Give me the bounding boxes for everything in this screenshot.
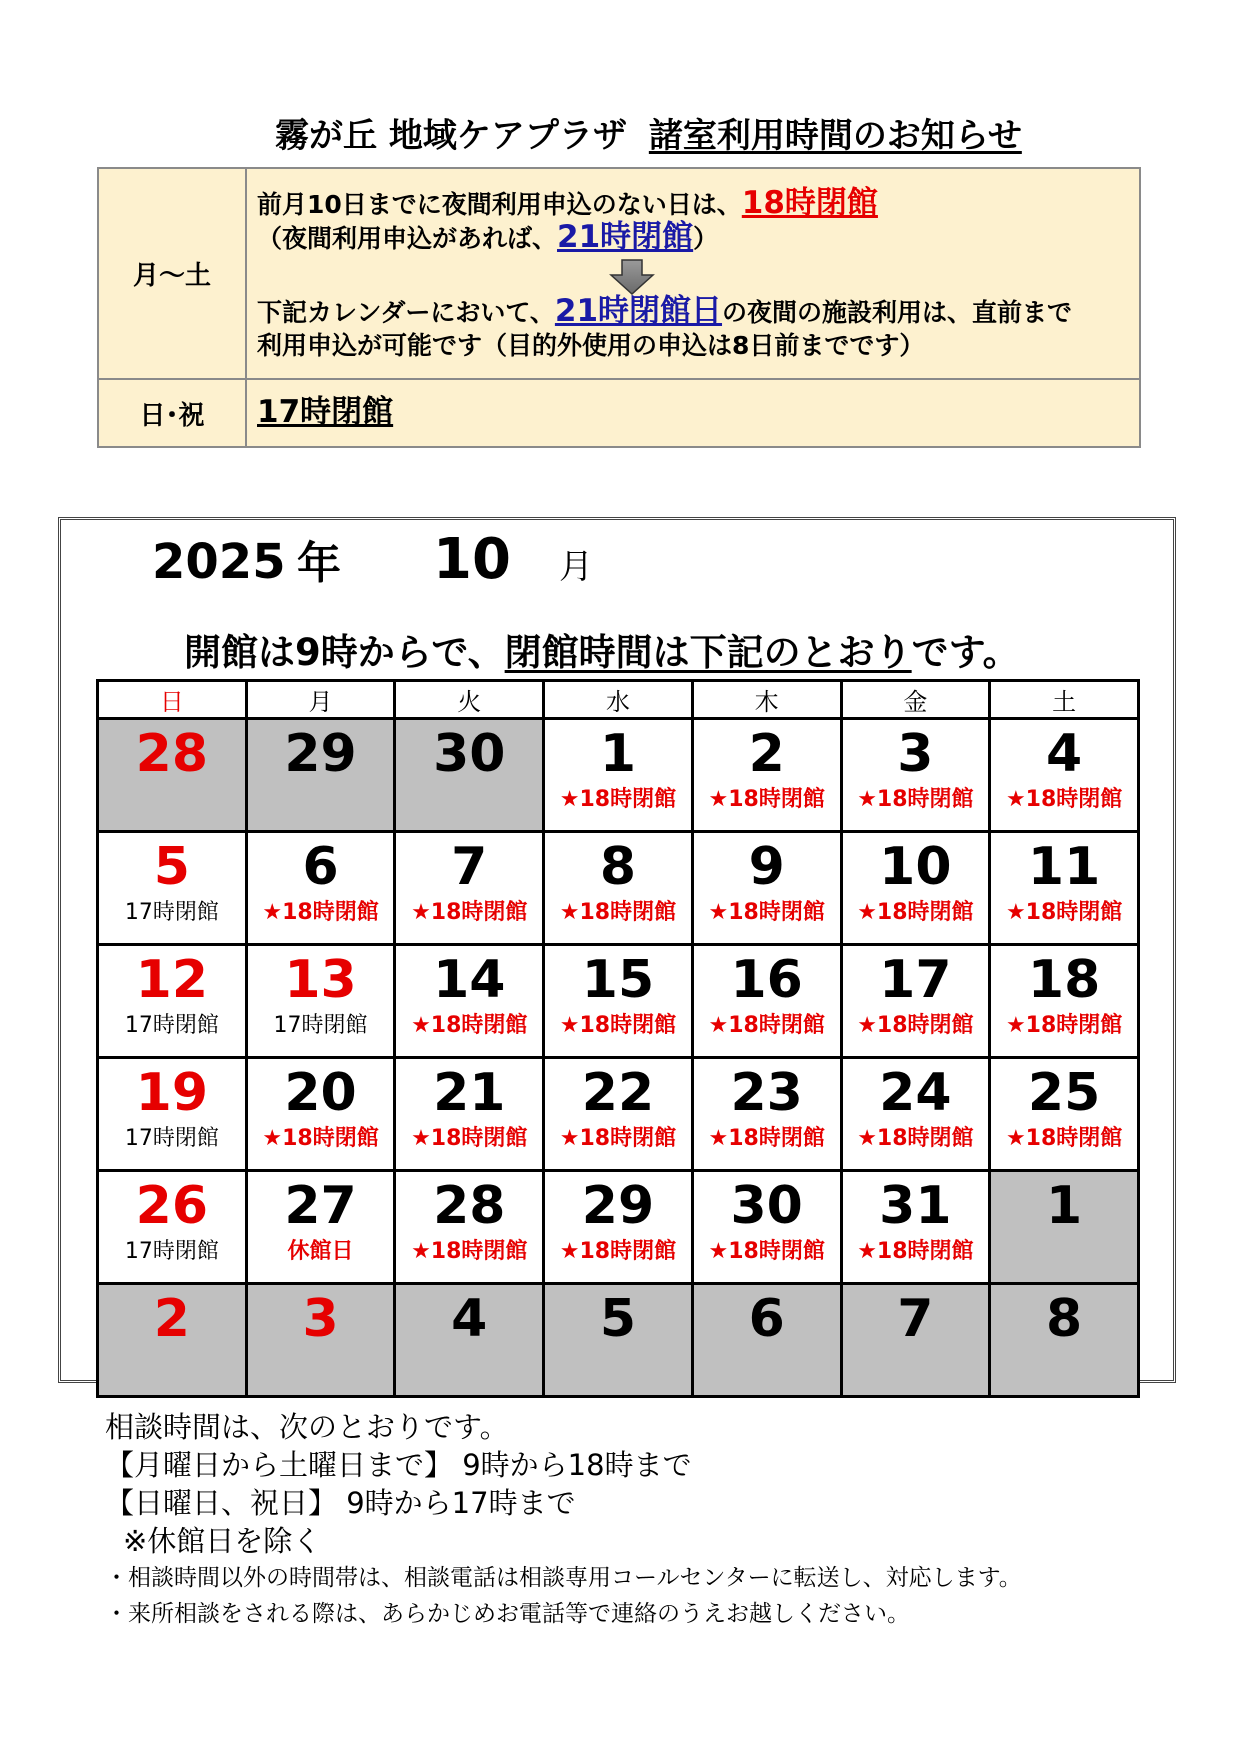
- calendar-day-cell: [395, 1058, 544, 1171]
- closing-time-label: 17時閉館: [124, 1126, 219, 1151]
- day-number: 30: [730, 1176, 803, 1236]
- closing-21-day-emphasis: 21時閉館日: [554, 293, 723, 329]
- calendar-day-cell: [544, 832, 693, 945]
- closing-time-label: ★18時閉館: [411, 900, 528, 925]
- consult-note-callcenter: ・相談時間以外の時間帯は、相談電話は相談専用コールセンターに転送し、対応します。: [105, 1565, 1022, 1591]
- closing-time-label: ★18時閉館: [708, 900, 825, 925]
- calendar-day-cell: [692, 945, 841, 1058]
- day-number: 6: [302, 837, 339, 897]
- weekday-thu: 木: [692, 681, 841, 719]
- closing-time-label: ★18時閉館: [1005, 787, 1123, 812]
- day-number: 5: [599, 1289, 637, 1349]
- day-number: 14: [433, 950, 506, 1010]
- weekday-label: 月～土: [98, 168, 246, 379]
- weekday-fri: 金: [841, 681, 990, 719]
- note-underlined: 閉館時間は下記のとおり: [504, 631, 912, 674]
- calendar-body: [98, 719, 1139, 1397]
- day-number: 2: [748, 724, 785, 784]
- calendar-day-cell: [544, 945, 693, 1058]
- calendar-day-cell: [990, 719, 1139, 832]
- day-number: 3: [897, 724, 934, 784]
- calendar-week-row: [98, 1284, 1139, 1397]
- day-number: 23: [730, 1063, 803, 1123]
- day-number: 28: [135, 724, 209, 784]
- day-number: 19: [135, 1063, 209, 1123]
- day-number: 3: [302, 1289, 339, 1349]
- closing-time-label: ★18時閉館: [559, 900, 677, 925]
- closing-time-label: ★18時閉館: [708, 1013, 825, 1038]
- calendar-day-cell: [395, 1171, 544, 1284]
- calendar-week-row: [98, 1171, 1139, 1284]
- calendar-day-cell: [246, 1171, 395, 1284]
- calendar-year-month: [152, 527, 593, 592]
- day-number: 20: [284, 1063, 357, 1123]
- calendar-week-row: [98, 1058, 1139, 1171]
- calendar-week-row: [98, 719, 1139, 832]
- closing-time-label: ★18時閉館: [857, 1013, 974, 1038]
- weekday-sun: 日: [98, 681, 247, 719]
- month-unit: 月: [558, 547, 593, 587]
- day-number: 1: [1046, 1176, 1083, 1236]
- calendar-day-cell: [990, 1058, 1139, 1171]
- calendar-day-cell: [395, 719, 544, 832]
- day-number: 31: [879, 1176, 952, 1236]
- calendar-day-cell: [98, 1284, 247, 1397]
- closing-time-label: ★18時閉館: [857, 1239, 974, 1264]
- title-facility: 霧が丘 地域ケアプラザ: [275, 116, 627, 156]
- weekday-hours-row: [98, 168, 1140, 379]
- calendar-day-cell: [98, 1058, 247, 1171]
- calendar-day-cell: [246, 1058, 395, 1171]
- day-number: 30: [433, 724, 506, 784]
- day-number: 4: [1046, 724, 1083, 784]
- closing-time-label: ★18時閉館: [857, 787, 974, 812]
- calendar-day-cell: [544, 719, 693, 832]
- calendar-day-cell: [544, 1058, 693, 1171]
- day-number: 10: [879, 837, 952, 897]
- holiday-hours-cell: [246, 379, 1140, 447]
- closing-time-label: 17時閉館: [124, 1013, 219, 1038]
- closing-time-label: ★18時閉館: [1005, 1126, 1123, 1151]
- day-number: 12: [135, 950, 209, 1010]
- calendar-day-cell: [841, 945, 990, 1058]
- day-number: 6: [748, 1289, 785, 1349]
- calendar-day-cell: [841, 1284, 990, 1397]
- calendar-day-cell: [692, 719, 841, 832]
- calendar-month: 10: [433, 527, 511, 592]
- hours-line2-close: ）: [693, 224, 719, 253]
- holiday-hours-row: [98, 379, 1140, 447]
- day-number: 22: [581, 1063, 655, 1123]
- closing-time-label: ★18時閉館: [411, 1239, 528, 1264]
- day-number: 13: [284, 950, 357, 1010]
- calendar-day-cell: [841, 1171, 990, 1284]
- hours-line4-text: 利用申込が可能です（目的外使用の申込は8日前までです）: [257, 331, 925, 360]
- calendar-day-cell: [544, 1171, 693, 1284]
- day-number: 26: [135, 1176, 209, 1236]
- day-number: 1: [599, 724, 637, 784]
- consult-weekday-hours: 【月曜日から土曜日まで】 9時から18時まで: [105, 1448, 692, 1482]
- day-number: 29: [581, 1176, 655, 1236]
- calendar-day-cell: [98, 1171, 247, 1284]
- day-number: 7: [897, 1289, 934, 1349]
- day-number: 8: [1046, 1289, 1083, 1349]
- holiday-label: 日･祝: [98, 379, 246, 447]
- day-number: 16: [730, 950, 803, 1010]
- note-post: です。: [911, 631, 1020, 674]
- closing-time-label: 17時閉館: [273, 1013, 368, 1038]
- closing-time-label: ★18時閉館: [559, 1013, 677, 1038]
- calendar-day-cell: [246, 832, 395, 945]
- day-number: 18: [1027, 950, 1101, 1010]
- closing-time-label: ★18時閉館: [559, 1126, 677, 1151]
- calendar-day-cell: [692, 1058, 841, 1171]
- hours-line2-text: （夜間利用申込があれば、: [257, 224, 558, 253]
- calendar-year: 2025: [152, 534, 286, 590]
- consult-intro: 相談時間は、次のとおりです。: [105, 1410, 509, 1444]
- page-title: [275, 108, 1022, 157]
- calendar-day-cell: [990, 1284, 1139, 1397]
- weekday-sat: 土: [990, 681, 1139, 719]
- calendar-day-cell: [98, 832, 247, 945]
- day-number: 5: [153, 837, 190, 897]
- hours-line1-text: 前月10日までに夜間利用申込のない日は、: [257, 190, 742, 219]
- weekday-hours-text: [246, 168, 1140, 379]
- day-number: 15: [581, 950, 655, 1010]
- day-number: 11: [1027, 837, 1101, 897]
- calendar-day-cell: [98, 719, 247, 832]
- month-calendar: [96, 679, 1140, 1398]
- consult-exclusion: ※休館日を除く: [123, 1524, 322, 1558]
- calendar-day-cell: [395, 832, 544, 945]
- calendar-day-cell: [246, 719, 395, 832]
- closing-time-label: ★18時閉館: [262, 900, 379, 925]
- calendar-day-cell: [692, 832, 841, 945]
- consult-holiday-hours: 【日曜日、祝日】 9時から17時まで: [105, 1486, 576, 1520]
- holiday-closing: 17時閉館: [257, 394, 394, 430]
- day-number: 27: [284, 1176, 357, 1236]
- note-pre: 開館は9時からで、: [184, 631, 505, 674]
- closing-21-emphasis: 21時閉館: [557, 219, 694, 255]
- weekday-tue: 火: [395, 681, 544, 719]
- day-number: 21: [433, 1063, 506, 1123]
- calendar-day-cell: [990, 945, 1139, 1058]
- calendar-day-cell: [692, 1284, 841, 1397]
- calendar-day-cell: [841, 1058, 990, 1171]
- closing-18-emphasis: 18時閉館: [741, 185, 878, 221]
- day-number: 25: [1027, 1063, 1101, 1123]
- hours-line3-post: の夜間の施設利用は、直前まで: [722, 298, 1073, 327]
- calendar-day-cell: [246, 945, 395, 1058]
- day-number: 4: [451, 1289, 488, 1349]
- day-number: 24: [879, 1063, 952, 1123]
- day-number: 2: [153, 1289, 190, 1349]
- closing-time-label: ★18時閉館: [708, 787, 825, 812]
- day-number: 29: [284, 724, 357, 784]
- calendar-day-cell: [395, 1284, 544, 1397]
- closing-time-label: 17時閉館: [124, 900, 219, 925]
- hours-line3-text: 下記カレンダーにおいて、: [257, 298, 555, 327]
- closing-time-label: 休館日: [287, 1239, 354, 1264]
- closing-time-label: ★18時閉館: [559, 787, 677, 812]
- day-number: 9: [748, 837, 785, 897]
- day-number: 7: [451, 837, 488, 897]
- consultation-info: [105, 1408, 1022, 1632]
- closing-time-label: ★18時閉館: [1005, 1013, 1123, 1038]
- down-arrow-icon: [609, 259, 655, 295]
- calendar-day-cell: [990, 1171, 1139, 1284]
- closing-time-label: ★18時閉館: [708, 1239, 825, 1264]
- calendar-day-cell: [395, 945, 544, 1058]
- closing-time-label: 17時閉館: [124, 1239, 219, 1264]
- calendar-day-cell: [246, 1284, 395, 1397]
- closing-time-label: ★18時閉館: [1005, 900, 1123, 925]
- hours-table: [97, 167, 1141, 448]
- weekday-wed: 水: [544, 681, 693, 719]
- calendar-day-cell: [544, 1284, 693, 1397]
- day-number: 8: [599, 837, 637, 897]
- consult-note-visit: ・来所相談をされる際は、あらかじめお電話等で連絡のうえお越しください。: [105, 1601, 910, 1627]
- day-number: 17: [879, 950, 952, 1010]
- calendar-day-cell: [990, 832, 1139, 945]
- closing-time-label: ★18時閉館: [411, 1013, 528, 1038]
- calendar-week-row: [98, 832, 1139, 945]
- year-unit: 年: [297, 538, 341, 589]
- calendar-week-row: [98, 945, 1139, 1058]
- day-number: 28: [433, 1176, 506, 1236]
- opening-note: [184, 622, 1020, 676]
- calendar-day-cell: [692, 1171, 841, 1284]
- calendar-day-cell: [841, 719, 990, 832]
- closing-time-label: ★18時閉館: [857, 1126, 974, 1151]
- closing-time-label: ★18時閉館: [262, 1126, 379, 1151]
- calendar-day-cell: [98, 945, 247, 1058]
- title-notice: 諸室利用時間のお知らせ: [648, 116, 1022, 156]
- weekday-mon: 月: [246, 681, 395, 719]
- closing-time-label: ★18時閉館: [708, 1126, 825, 1151]
- closing-time-label: ★18時閉館: [411, 1126, 528, 1151]
- closing-time-label: ★18時閉館: [857, 900, 974, 925]
- closing-time-label: ★18時閉館: [559, 1239, 677, 1264]
- calendar-day-cell: [841, 832, 990, 945]
- weekday-header-row: [98, 681, 1139, 719]
